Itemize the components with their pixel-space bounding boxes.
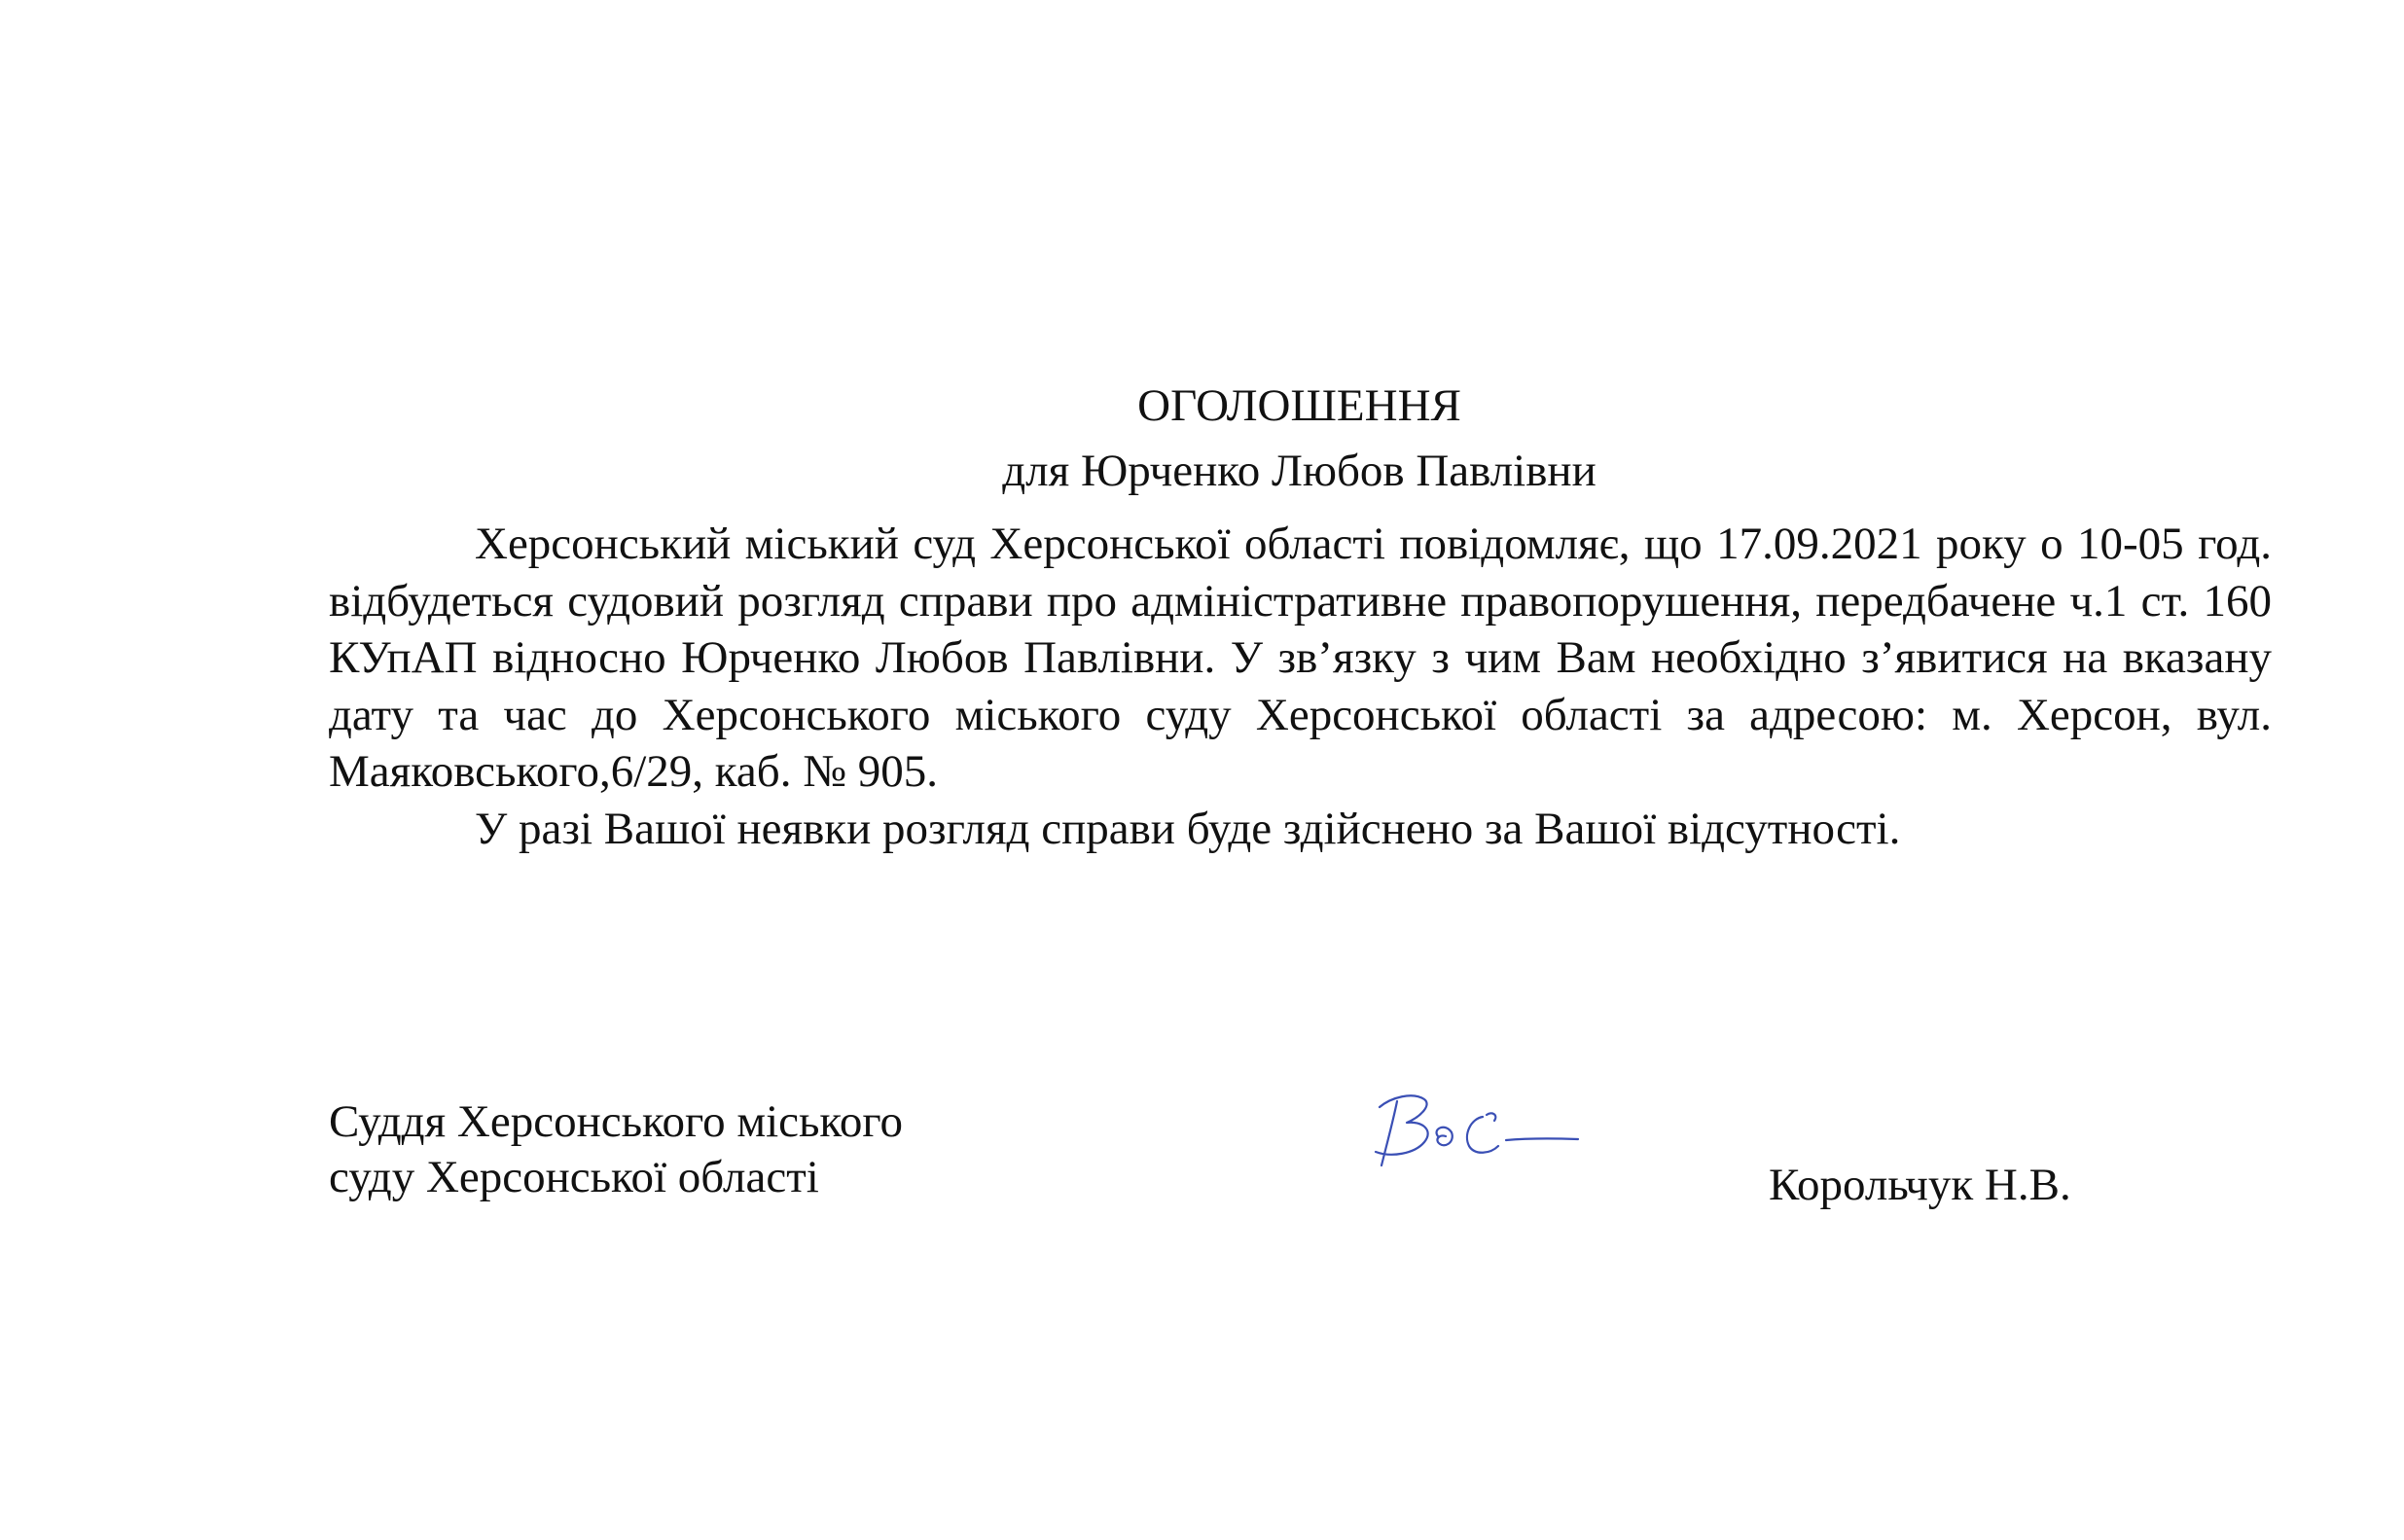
announcement-body xyxy=(329,516,2272,857)
signatory-position xyxy=(329,1094,903,1205)
handwritten-signature xyxy=(1352,1078,1586,1185)
document-title: ОГОЛОШЕННЯ xyxy=(1137,380,1461,431)
absence-notice-paragraph: У разі Вашої неявки розгляд справи буде здійснено за Вашої відсутності. xyxy=(475,803,1901,854)
addressee-line: для Юрченко Любов Павлівни xyxy=(1002,446,1597,496)
judge-name: Корольчук Н.В. xyxy=(1769,1160,2071,1210)
announcement-paragraph: Херсонський міський суд Херсонської області повідомляє, що 17.09.2021 року о 10-05 год. відбудеться судовий розгляд справи про адміністративне правопорушення, передбачене ч.1 ст. 160 КУпАП відносно Юрченко Любов Павлівни. У зв’язку з чим Вам необхідно з’явитися на вказану дату та час до Херсонського міського суду Херсонської області за адресою: м. Херсон, вул. Маяковського,6/29, каб. № 905. xyxy=(329,519,2272,797)
position-line-1: Суддя Херсонського міського xyxy=(329,1096,903,1147)
position-line-2: суду Херсонської області xyxy=(329,1152,819,1202)
